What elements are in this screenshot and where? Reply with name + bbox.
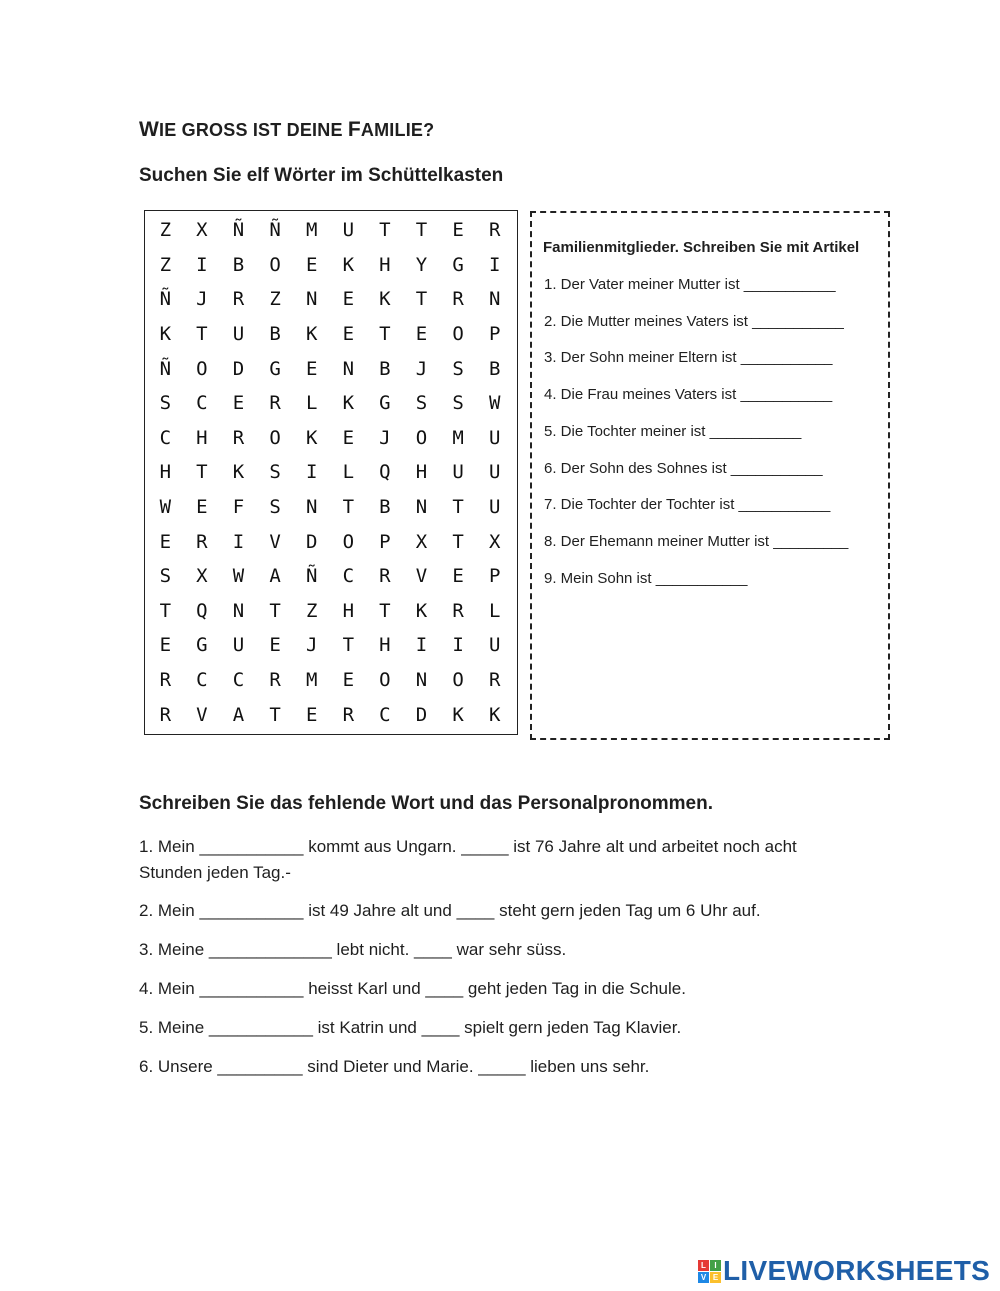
clue-item: 6. Der Sohn des Sohnes ist ___________	[544, 460, 823, 477]
grid-cell[interactable]: E	[342, 288, 355, 311]
fill-in-instruction: Schreiben Sie das fehlende Wort und das Personalpronommen.	[139, 793, 713, 814]
grid-cell[interactable]: U	[452, 461, 464, 484]
grid-cell[interactable]: E	[269, 634, 281, 657]
title-initial-w: W	[139, 118, 160, 141]
grid-cell[interactable]: H	[196, 426, 208, 449]
grid-cell[interactable]: G	[269, 357, 281, 380]
grid-cell[interactable]: W	[159, 496, 172, 519]
grid-cell[interactable]: T	[342, 496, 355, 519]
word-search-grid	[144, 210, 518, 735]
liveworksheets-logo	[698, 1255, 990, 1287]
grid-cell[interactable]: T	[196, 461, 208, 484]
grid-cell[interactable]: R	[379, 565, 391, 588]
grid-cell[interactable]: D	[305, 530, 318, 553]
grid-cell[interactable]: S	[159, 392, 172, 415]
grid-cell[interactable]: N	[342, 357, 355, 380]
grid-cell[interactable]: T	[269, 703, 281, 726]
grid-cell[interactable]: E	[159, 634, 172, 657]
grid-cell[interactable]: D	[415, 703, 428, 726]
grid-cell[interactable]: G	[196, 634, 208, 657]
grid-cell[interactable]: T	[379, 599, 391, 622]
grid-cell[interactable]: E	[342, 426, 355, 449]
grid-cell[interactable]: O	[452, 323, 464, 346]
grid-cell[interactable]: S	[269, 496, 281, 519]
grid-cell[interactable]: K	[342, 253, 355, 276]
grid-cell[interactable]: L	[305, 392, 318, 415]
grid-cell[interactable]: E	[305, 703, 318, 726]
clue-item: 1. Der Vater meiner Mutter ist ___________	[544, 276, 836, 293]
grid-cell[interactable]: X	[196, 219, 208, 242]
grid-cell[interactable]: R	[269, 392, 281, 415]
grid-cell[interactable]: T	[452, 530, 464, 553]
grid-cell[interactable]: G	[452, 253, 464, 276]
grid-cell[interactable]: E	[232, 392, 245, 415]
grid-cell[interactable]: I	[232, 530, 245, 553]
grid-cell[interactable]: R	[159, 703, 172, 726]
grid-cell[interactable]: N	[415, 496, 428, 519]
grid-cell[interactable]: P	[379, 530, 391, 553]
grid-cell[interactable]: N	[488, 288, 501, 311]
grid-cell[interactable]: O	[415, 426, 428, 449]
grid-cell[interactable]: C	[342, 565, 355, 588]
grid-cell[interactable]: T	[452, 496, 464, 519]
grid-cell[interactable]: Ñ	[305, 565, 318, 588]
grid-cell[interactable]: Z	[305, 599, 318, 622]
grid-cell[interactable]: O	[196, 357, 208, 380]
grid-cell[interactable]: R	[452, 599, 464, 622]
grid-cell[interactable]: C	[159, 426, 172, 449]
grid-cell[interactable]: N	[305, 288, 318, 311]
grid-cell[interactable]: R	[269, 669, 281, 692]
grid-cell[interactable]: H	[159, 461, 172, 484]
grid-cell[interactable]: S	[269, 461, 281, 484]
grid-cell[interactable]: K	[305, 323, 318, 346]
grid-cell[interactable]: U	[342, 219, 355, 242]
grid-cell[interactable]: J	[379, 426, 391, 449]
grid-cell[interactable]: R	[196, 530, 208, 553]
grid-cell[interactable]: K	[379, 288, 391, 311]
grid-cell[interactable]: U	[232, 323, 245, 346]
grid-cell[interactable]: C	[196, 392, 208, 415]
clue-heading: Familienmitglieder. Schreiben Sie mit Artikel	[543, 239, 860, 256]
grid-cell[interactable]: K	[452, 703, 464, 726]
grid-cell[interactable]: Y	[415, 253, 428, 276]
grid-cell[interactable]: I	[452, 634, 464, 657]
grid-cell[interactable]: O	[342, 530, 355, 553]
fill-in-sentence: 6. Unsere _________ sind Dieter und Marie. _____ lieben uns sehr.	[139, 1057, 650, 1076]
grid-cell[interactable]: E	[452, 219, 464, 242]
title-part-2: AMILIE?	[360, 120, 435, 140]
grid-cell[interactable]: O	[269, 426, 281, 449]
grid-cell[interactable]: D	[232, 357, 245, 380]
grid-cell[interactable]: O	[379, 669, 391, 692]
word-search-instruction: Suchen Sie elf Wörter im Schüttelkasten	[139, 165, 504, 186]
logo-icon-square: V	[698, 1272, 709, 1283]
grid-cell[interactable]: C	[196, 669, 208, 692]
grid-cell[interactable]: W	[488, 392, 501, 415]
grid-cell[interactable]: E	[452, 565, 464, 588]
grid-cell[interactable]: M	[305, 219, 318, 242]
grid-cell[interactable]: B	[232, 253, 245, 276]
grid-cell[interactable]: K	[305, 426, 318, 449]
fill-in-sentence: 1. Mein ___________ kommt aus Ungarn. _____ ist 76 Jahre alt und arbeitet noch acht Stunden jeden Tag.-	[139, 837, 797, 882]
grid-cell[interactable]: Q	[379, 461, 391, 484]
grid-cell[interactable]: H	[342, 599, 355, 622]
grid-cell[interactable]: U	[488, 461, 501, 484]
logo-icon-square: E	[710, 1272, 721, 1283]
fill-in-sentence: 4. Mein ___________ heisst Karl und ____ geht jeden Tag in die Schule.	[139, 979, 686, 998]
grid-cell[interactable]: A	[269, 565, 281, 588]
grid-cell[interactable]: E	[342, 323, 355, 346]
grid-cell[interactable]: B	[379, 496, 391, 519]
grid-cell[interactable]: T	[379, 323, 391, 346]
logo-text: LIVEWORKSHEETS	[723, 1255, 991, 1286]
grid-cell[interactable]: Z	[159, 253, 172, 276]
grid-cell[interactable]: E	[159, 530, 172, 553]
grid-cell[interactable]: A	[232, 703, 245, 726]
grid-cell[interactable]: S	[452, 392, 464, 415]
grid-cell[interactable]: N	[305, 496, 318, 519]
grid-cell[interactable]: X	[415, 530, 428, 553]
grid-cell[interactable]: E	[305, 253, 318, 276]
grid-cell[interactable]: V	[196, 703, 208, 726]
grid-cell[interactable]: T	[342, 634, 355, 657]
grid-cell[interactable]: L	[342, 461, 355, 484]
grid-cell[interactable]: I	[196, 253, 208, 276]
grid-cell[interactable]: B	[488, 357, 501, 380]
clue-item: 2. Die Mutter meines Vaters ist ___________	[544, 313, 844, 330]
grid-cell[interactable]: U	[488, 496, 501, 519]
grid-cell[interactable]: F	[232, 496, 245, 519]
grid-cell[interactable]: S	[159, 565, 172, 588]
clue-item: 4. Die Frau meines Vaters ist ___________	[544, 386, 833, 403]
grid-cell[interactable]: Ñ	[269, 219, 281, 242]
grid-cell[interactable]: H	[379, 634, 391, 657]
liveworksheets-logo-icon	[698, 1260, 721, 1283]
grid-cell[interactable]: H	[415, 461, 428, 484]
grid-cell[interactable]: K	[415, 599, 428, 622]
logo-icon-square: I	[710, 1260, 721, 1271]
grid-cell[interactable]: X	[488, 530, 501, 553]
grid-cell[interactable]: U	[488, 426, 501, 449]
grid-cell[interactable]: C	[232, 669, 245, 692]
grid-cell[interactable]: Ñ	[159, 288, 172, 311]
grid-cell[interactable]: B	[379, 357, 391, 380]
worksheet-title	[139, 118, 434, 142]
grid-cell[interactable]: Z	[159, 219, 172, 242]
grid-cell[interactable]: I	[305, 461, 318, 484]
logo-icon-square: L	[698, 1260, 709, 1271]
grid-cell[interactable]: T	[269, 599, 281, 622]
grid-cell[interactable]: G	[379, 392, 391, 415]
grid-cell[interactable]: O	[269, 253, 281, 276]
grid-cell[interactable]: T	[159, 599, 172, 622]
title-part-1: IE GROSS IST DEINE	[159, 120, 348, 140]
grid-cell[interactable]: R	[488, 669, 501, 692]
clue-item: 3. Der Sohn meiner Eltern ist ___________	[544, 349, 833, 366]
grid-cell[interactable]: P	[488, 565, 501, 588]
grid-cell[interactable]: E	[305, 357, 318, 380]
grid-cell[interactable]: J	[415, 357, 428, 380]
grid-cell[interactable]: J	[305, 634, 318, 657]
grid-cell[interactable]: W	[232, 565, 245, 588]
grid-cell[interactable]: K	[159, 323, 172, 346]
grid-cell[interactable]: I	[415, 634, 428, 657]
grid-cell[interactable]: R	[159, 669, 172, 692]
grid-cell[interactable]: T	[415, 219, 428, 242]
clue-item: 7. Die Tochter der Tochter ist ___________	[544, 496, 831, 513]
grid-cell[interactable]: E	[196, 496, 208, 519]
fill-in-sentence: 3. Meine _____________ lebt nicht. ____ war sehr süss.	[139, 940, 567, 959]
grid-cell[interactable]: V	[415, 565, 428, 588]
grid-cell[interactable]: Ñ	[159, 357, 172, 380]
grid-cell[interactable]: Z	[269, 288, 281, 311]
grid-cell[interactable]: U	[232, 634, 245, 657]
grid-cell[interactable]: T	[415, 288, 428, 311]
grid-cell[interactable]: R	[232, 426, 245, 449]
grid-cell[interactable]: M	[452, 426, 464, 449]
grid-cell[interactable]: S	[415, 392, 428, 415]
grid-cell[interactable]: Q	[196, 599, 208, 622]
grid-cell[interactable]: R	[342, 703, 355, 726]
grid-cell[interactable]: Ñ	[232, 219, 245, 242]
grid-cell[interactable]: X	[196, 565, 208, 588]
clue-item: 9. Mein Sohn ist ___________	[544, 570, 748, 587]
clue-item: 5. Die Tochter meiner ist ___________	[544, 423, 802, 440]
grid-cell[interactable]: N	[232, 599, 245, 622]
grid-cell[interactable]: K	[232, 461, 245, 484]
clue-item: 8. Der Ehemann meiner Mutter ist _________	[544, 533, 849, 550]
grid-cell[interactable]: R	[452, 288, 464, 311]
grid-cell[interactable]: J	[196, 288, 208, 311]
grid-cell[interactable]: T	[379, 219, 391, 242]
grid-cell[interactable]: U	[488, 634, 501, 657]
grid-cell[interactable]: T	[196, 323, 208, 346]
grid-cell[interactable]: N	[415, 669, 428, 692]
grid-cell[interactable]: M	[305, 669, 318, 692]
grid-cell[interactable]: R	[488, 219, 501, 242]
fill-in-sentence: 2. Mein ___________ ist 49 Jahre alt und ____ steht gern jeden Tag um 6 Uhr auf.	[139, 901, 761, 920]
grid-cell[interactable]: K	[342, 392, 355, 415]
title-initial-f: F	[347, 118, 361, 141]
grid-cell[interactable]: L	[488, 599, 501, 622]
grid-cell[interactable]: E	[342, 669, 355, 692]
grid-cell[interactable]: B	[269, 323, 281, 346]
grid-cell[interactable]: V	[269, 530, 281, 553]
grid-cell[interactable]: E	[415, 323, 428, 346]
grid-cell[interactable]: H	[379, 253, 391, 276]
grid-cell[interactable]: C	[379, 703, 391, 726]
grid-cell[interactable]: S	[452, 357, 464, 380]
grid-cell[interactable]: O	[452, 669, 464, 692]
grid-cell[interactable]: P	[488, 323, 501, 346]
fill-in-sentence: 5. Meine ___________ ist Katrin und ____ spielt gern jeden Tag Klavier.	[139, 1018, 682, 1037]
grid-cell[interactable]: K	[488, 703, 501, 726]
grid-cell[interactable]: R	[232, 288, 245, 311]
grid-cell[interactable]: I	[488, 253, 501, 276]
